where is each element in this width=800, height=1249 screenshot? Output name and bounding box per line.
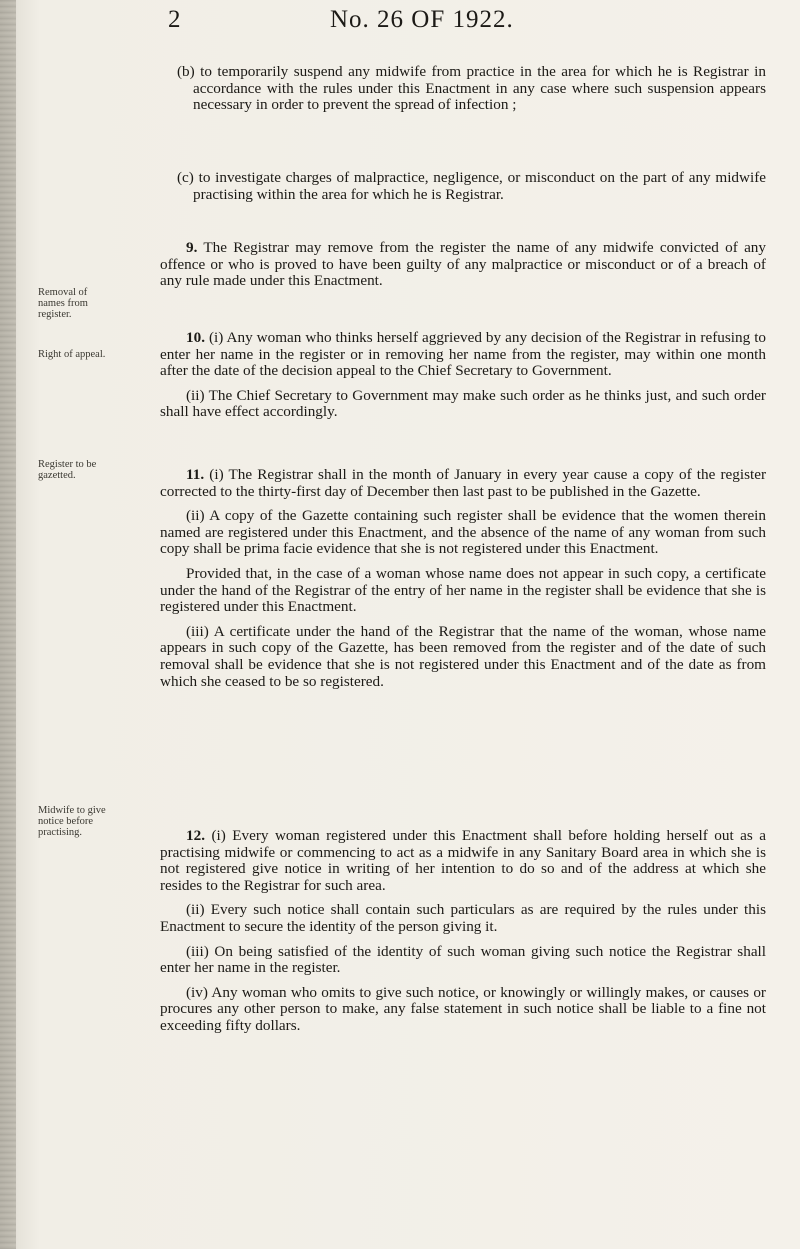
section-number: 12. bbox=[186, 827, 205, 844]
binding-edge bbox=[0, 0, 16, 1249]
section-number: 9. bbox=[186, 239, 198, 256]
margin-note-appeal: Right of appeal. bbox=[38, 349, 106, 360]
section-number: 11. bbox=[186, 466, 205, 483]
subsection-c: (c) to investigate charges of malpractice, negligence, or misconduct on the part of any midwife practising within the area for which he is Registrar. bbox=[177, 169, 766, 203]
section-10: 10. (i) Any woman who thinks herself aggrieved by any decision of the Registrar in refusing to enter her name in the register or in removing her name from the register, may within one month after the date of the decision appeal to the Chief Secretary to Government. (ii) The Chief Secretary to Government may make such order as he thinks just, and such order shall have effect accordingly. bbox=[160, 329, 767, 421]
section-12: 12. (i) Every woman registered under this Enactment shall before holding herself out as a practising midwife or commencing to act as a midwife in any Sanitary Board area in which she is not registered give notice in writing of her intention to do so and of the address at which she resides to the Registrar for such area. (ii) Every such notice shall contain such particulars as are required by the rules under this Enactment to secure the identity of the person giving it. (iii) On being satisfied of the identity of such woman giving such notice the Registrar shall enter her name in the register. (iv) Any woman who omits to give such notice, or knowingly or willingly makes, or causes or procures any other person to make, any false statement in such notice shall be liable to a fine not exceeding fifty dollars. bbox=[160, 827, 767, 1034]
section-11: 11. (i) The Registrar shall in the month of January in every year cause a copy of the register corrected to the thirty-first day of December then last past to be published in the Gazette. (ii) A copy of the Gazette containing such register shall be evidence that the women therein named are registered under this Enactment, and the absence of the name of any woman from such copy shall be prima facie evidence that she is not registered under this Enactment. Provided that, in the case of a woman whose name does not appear in such copy, a certificate under the hand of the Registrar of the entry of her name in the register shall be evidence that she is registered under this Enactment. (iii) A certificate under the hand of the Registrar that the name of the woman, whose name appears in such copy of the Gazette, has been removed from the register and of the date of such removal shall be evidence that she is not registered under this Enactment and of the date as from which she ceased to be so registered. bbox=[160, 466, 767, 690]
margin-note-notice: Midwife to give notice before practising. bbox=[38, 805, 106, 838]
margin-note-removal: Removal of names from register. bbox=[38, 287, 88, 320]
page-number: 2 bbox=[168, 6, 182, 33]
page-header bbox=[0, 4, 800, 44]
section-number: 10. bbox=[186, 329, 205, 346]
margin-note-gazetted: Register to be gazetted. bbox=[38, 459, 97, 481]
subsection-b: (b) to temporarily suspend any midwife from practice in the area for which he is Registrar in accordance with the rules under this Enactment in any case where such suspension appears necessary in order to prevent the spread of infection ; bbox=[177, 63, 766, 114]
issue-title: No. 26 OF 1922. bbox=[330, 6, 514, 33]
section-9: 9. The Registrar may remove from the register the name of any midwife convicted of any offence or who is proved to have been guilty of any malpractice or misconduct or of a breach of any rule made under this Enactment. bbox=[160, 239, 766, 290]
